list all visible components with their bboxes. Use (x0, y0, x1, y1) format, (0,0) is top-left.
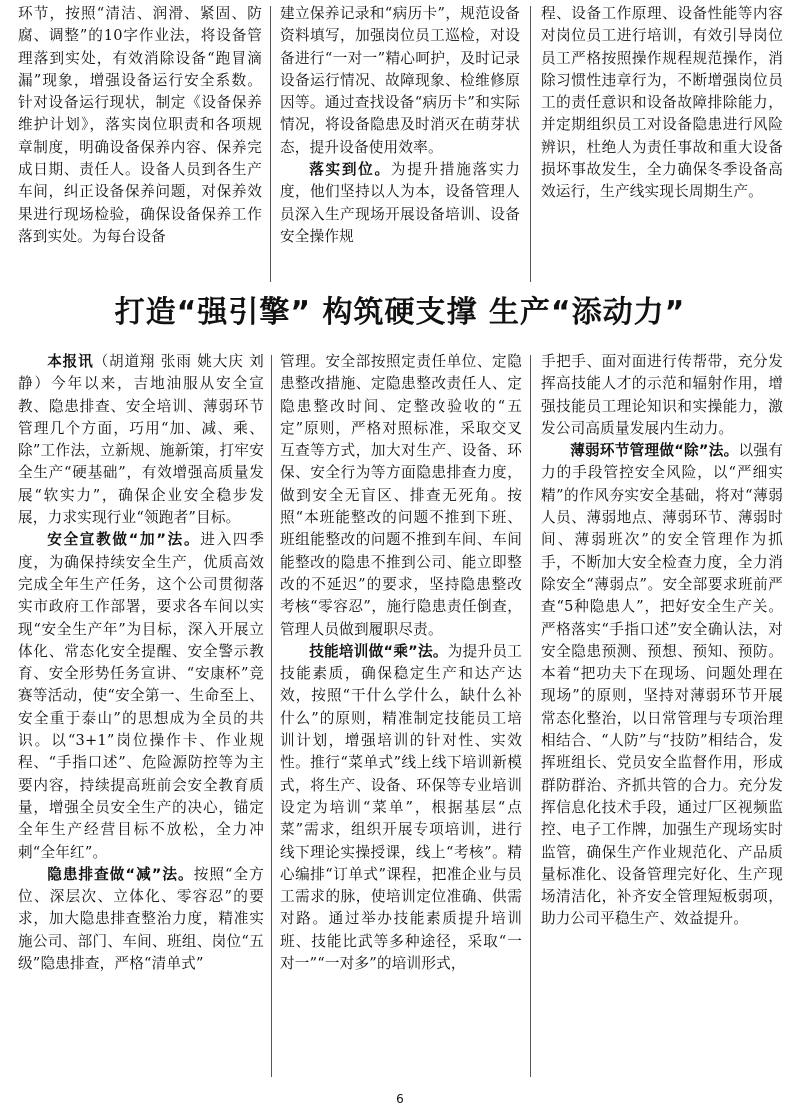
section-3-text-b: 手把手、面对面进行传帮带，充分发挥高技能人才的示范和辐射作用，增强技能员工理论知识和实操能力，激发公司高质量发展内生动力。 (541, 353, 783, 437)
intro-text: （胡道翔 张雨 姚大庆 刘静）今年以来，吉地油服从安全宣教、隐患排查、安全培训、薄弱环节管理几个方面，巧用“加、减、乘、除”工作法，立新规、施新策，打牢安全生产“硬基础”，有效增强高质量发展“软实力”，确保企业安全稳步发展，力求实现行业“领跑者”目标。 (18, 353, 264, 527)
top-column-3 (541, 3, 783, 204)
top-column-2 (280, 3, 520, 248)
page-number: 6 (396, 1092, 404, 1106)
top-column-2-text-b: 为提升措施落实力度，他们坚持以人为本，设备管理人员深入生产现场开展设备培训、设备安全操作规 (280, 161, 520, 245)
section-1-heading: 安全宣教做“加”法。 (47, 531, 201, 549)
top-column-1-text: 环节，按照“清洁、润滑、紧固、防腐、调整”的10字作业法，将设备管理落到实处，有效消除设备“跑冒滴漏”现象，增强设备运行安全系数。针对设备运行现状，制定《设备保养维护计划》，落实岗位职责和各项规章制度，明确设备保养内容、保养完成日期、责任人。设备人员到各生产车间，纠正设备保养问题，对保养效果进行现场检验，确保设备保养工作落到实处。为每台设备 (18, 5, 262, 245)
intro-paragraph (18, 351, 264, 529)
column-divider (270, 6, 271, 282)
article-headline: 打造“强引擎” 构筑硬支撑 生产“添动力” (114, 295, 686, 330)
section-2-text-a: 按照“全方位、深层次、立体化、零容忍”的要求，加大隐患排查整治力度，精准实施公司、部门、车间、班组、岗位“五级”隐患排查，严格“清单式” (18, 865, 264, 973)
section-4-heading: 薄弱环节管理做“除”法。 (570, 442, 739, 460)
section-1-text: 进入四季度，为确保持续安全生产，优质高效完成全年生产任务，这个公司贯彻落实市政府工作部署，要求各车间以实现“安全生产年”为目标，深入开展立体化、常态化安全提醒、安全警示教育、安全形势任务宣讲、“安康杯”竞赛等活动，使“安全第一、生命至上、安全重于泰山”的思想成为全员的共识。以“3+1”岗位操作卡、作业规程、“手指口述”、危险源防控等为主要内容，持续提高班前会安全教育质量，增强全员安全生产的决心，锚定全年生产经营目标不放松，全力冲刺“全年红”。 (18, 531, 264, 861)
top-column-1 (18, 3, 262, 248)
top-column-2-paragraph-b (280, 159, 520, 248)
section-3-heading: 技能培训做“乘”法。 (309, 642, 448, 660)
article-column-1 (18, 351, 264, 975)
section-3-paragraph (280, 641, 522, 975)
article-column-3 (541, 351, 783, 931)
dateline-label: 本报讯 (47, 353, 94, 370)
column-divider (530, 6, 531, 282)
article-column-2 (280, 351, 522, 975)
column-divider (271, 355, 272, 1077)
section-4-text: 以强有力的手段管控安全风险，以“严细实精”的作风夯实安全基础，将对“薄弱人员、薄弱地点、薄弱环节、薄弱时间、薄弱班次”的安全管理作为抓手，不断加大安全检查力度，全力消除安全“薄弱点”。安全部要求班前严查“5种隐患人”，把好安全生产关。严格落实“手指口述”安全确认法，对安全隐患预测、预想、预知、预防。本着“把功夫下在现场、问题处理在现场”的原则，坚持对薄弱环节开展常态化整治，以日常管理与专项治理相结合、“人防”与“技防”相结合，发挥班组长、党员安全监督作用，形成群防群治、齐抓共管的合力。充分发挥信息化技术手段，通过厂区视频监控、电子工作牌，加强生产现场实时监管，确保生产作业规范化、产品质量标准化、设备管理完好化、生产现场清洁化，补齐安全管理短板弱项，助力公司平稳生产、效益提升。 (541, 442, 783, 928)
section-2-heading: 隐患排查做“减”法。 (47, 865, 194, 883)
section-1-paragraph (18, 529, 264, 863)
section-3-text-a: 为提升员工技能素质，确保稳定生产和达产达效，按照“干什么学什么，缺什么补什么”的原则，精准制定技能员工培训计划，增强培训的针对性、实效性。推行“菜单式”线上线下培训新模式，将生产、设备、环保等专业培训设定为培训“菜单”，根据基层“点菜”需求，组织开展专项培训，进行线下理论实操授课，线上“考核”。精心编排“订单式”课程，把准企业与员工需求的脉，使培训定位准确、供需对路。通过举办技能素质提升培训班、技能比武等多种途径，采取“一对一”“一对多”的培训形式， (280, 642, 522, 973)
section-2-text-b: 管理。安全部按照定责任单位、定隐患整改措施、定隐患整改责任人、定隐患整改时间、定整改验收的“五定”原则，严格对照标准，采取交叉互查等方式，加大对生产、设备、环保、安全行为等方面隐患排查力度，做到安全无盲区、排查无死角。按照“本班能整改的问题不推到下班、班组能整改的问题不推到车间、车间能整改的隐患不推到公司、能立即整改的不延迟”的要求，坚持隐患整改考核“零容忍”，施行隐患责任倒查，管理人员做到履职尽责。 (280, 353, 522, 638)
column-divider (530, 355, 531, 1077)
section-2-paragraph (18, 864, 264, 975)
subheading-implementation: 落实到位。 (309, 161, 391, 179)
top-column-2-text-a: 建立保养记录和“病历卡”，规范设备资料填写，加强岗位员工巡检，对设备进行“一对一”精心呵护，及时记录设备运行情况、故障现象、检维修原因等。通过查找设备“病历卡”和实际情况，将设备隐患及时消灭在萌芽状态，提升设备使用效率。 (280, 5, 520, 156)
top-column-3-text: 程、设备工作原理、设备性能等内容对岗位员工进行培训，有效引导岗位员工严格按照操作规程规范操作，消除习惯性违章行为，不断增强岗位员工的责任意识和设备故障排除能力，并定期组织员工对设备隐患进行风险辨识，杜绝人为责任事故和重大设备损坏事故发生，全力确保冬季设备高效运行，生产线实现长周期生产。 (541, 5, 783, 201)
section-4-paragraph (541, 440, 783, 931)
